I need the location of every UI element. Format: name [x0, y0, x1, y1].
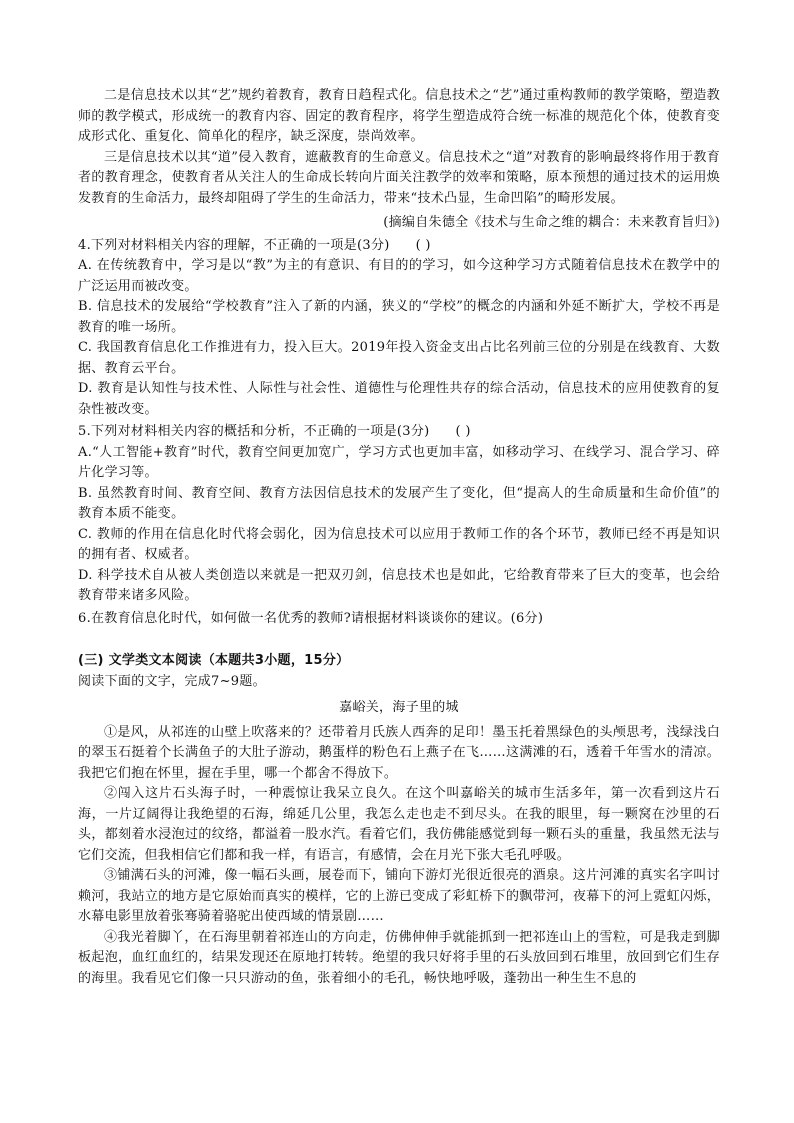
section-instruction: 阅读下面的文字，完成7~9题。 [78, 673, 266, 689]
question-4-option-b: B. 信息技术的发展给“学校教育”注入了新的内涵，狭义的“学校”的概念的内涵和外延不断扩大，学校不再是教育的唯一场所。 [78, 299, 720, 335]
paragraph-3: 三是信息技术以其“道”侵入教育，遮蔽教育的生命意义。信息技术之“道”对教育的影响最终将作用于教育者的教育理念，使教育者从关注人的生命成长转向片面关注教学的效率和策略，原本预想的通过技术的运用焕发教育的生命活力，最终却阻碍了学生的生命活力，带来“技术凸显，生命凹陷”的畸形发展。 [78, 149, 720, 206]
article-paragraph-3: ③铺满石头的河滩，像一幅石头画，展卷而下，铺向下游灯光很近很亮的酒泉。这片河滩的真实名字叫讨赖河，我站立的地方是它原始而真实的模样，它的上游已变成了彩虹桥下的飘带河，夜幕下的河上霓虹闪烁，水幕电影里放着张骞骑着骆驼出使西域的情景剧…… [78, 868, 720, 924]
question-5-option-b: B. 虽然教育时间、教育空间、教育方法因信息技术的发展产生了变化，但“提高人的生命质量和生命价值”的教育本质不能变。 [78, 485, 720, 521]
question-4-option-d: D. 教育是认知性与技术性、人际性与社会性、道德性与伦理性共存的综合活动，信息技术的应用使教育的复杂性被改变。 [78, 381, 720, 417]
question-5-stem: 5.下列对材料相关内容的概括和分析，不正确的一项是(3分) ( ) [78, 424, 471, 439]
answer-blank: ( ) [455, 424, 471, 439]
question-6: 6.在教育信息化时代，如何做一名优秀的教师?请根据材料谈谈你的建议。(6分) [78, 610, 544, 626]
source-citation: (摘编自朱德全《技术与生命之维的耦合：未来教育旨归》) [383, 215, 720, 230]
question-4-option-a: A. 在传统教育中，学习是以“教”为主的有意识、有目的的学习，如今这种学习方式随着信息技术在教学中的广泛运用而被改变。 [78, 258, 720, 294]
answer-blank: ( ) [415, 237, 431, 253]
question-5-option-a: A.“人工智能+教育”时代，教育空间更加宽广，学习方式也更加丰富，如移动学习、在线学习、混合学习、碎片化学习等。 [78, 444, 720, 480]
article-paragraph-1: ①是风，从祁连的山壁上吹落来的？还带着月氏族人西奔的足印！墨玉托着黑绿色的头颅思考，浅绿浅白的翠玉石挺着个长满鱼子的大肚子游动，鹅蛋样的粉色石上燕子在飞……这满滩的石，透着千年雪水的清凉。我把它们抱在怀里，握在手里，哪一个都舍不得放下。 [78, 724, 720, 781]
question-5-option-c: C. 教师的作用在信息化时代将会弱化，因为信息技术可以应用于教师工作的各个环节，教师已经不再是知识的拥有者、权威者。 [78, 526, 720, 562]
article-title: 嘉峪关，海子里的城 [339, 700, 459, 715]
document-page [78, 86, 720, 989]
question-5-option-d: D. 科学技术自从被人类创造以来就是一把双刃剑，信息技术也是如此，它给教育带来了巨大的变革，也会给教育带来诸多风险。 [78, 567, 720, 603]
article-paragraph-4: ④我光着脚丫，在石海里朝着祁连山的方向走，仿佛伸伸手就能抓到一把祁连山上的雪粒，可是我走到脚板起泡，血红血红的，结果发现还在原地打转转。绝望的我只好将手里的石头放回到石堆里，放回到它们生存的海里。我看见它们像一只只游动的鱼，张着细小的毛孔，畅快地呼吸，蓬勃出一种生生不息的 [78, 929, 720, 986]
section-heading: (三) 文学类文本阅读（本题共3小题，15分） [78, 653, 350, 668]
article-paragraph-2: ②闯入这片石头海子时，一种震惊让我呆立良久。在这个叫嘉峪关的城市生活多年，第一次看到这片石海，一片辽阔得让我绝望的石海，绵延几公里，我怎么走也走不到尽头。在我的眼里，每一颗窝在沙里的石头，都刻着水浸泡过的纹络，都溢着一股水汽。看着它们，我仿佛能感觉到每一颗石头的重量，我虽然无法与它们交流，但我相信它们都和我一样，有语言，有感情，会在月光下张大毛孔呼吸。 [78, 786, 720, 863]
question-4-option-c: C. 我国教育信息化工作推进有力，投入巨大。2019年投入资金支出占比名列前三位的分别是在线教育、大数据、教育云平台。 [78, 340, 720, 376]
question-4-stem: 4.下列对材料相关内容的理解，不正确的一项是(3分) ( ) [78, 237, 431, 253]
paragraph-2: 二是信息技术以其“艺”规约着教育，教育日趋程式化。信息技术之“艺”通过重构教师的教学策略，塑造教师的教学模式，形成统一的教育内容、固定的教育程序，将学生塑造成符合统一标准的规范化个体，使教育变成形式化、重复化、简单化的程序，缺乏深度，崇尚效率。 [78, 88, 720, 144]
